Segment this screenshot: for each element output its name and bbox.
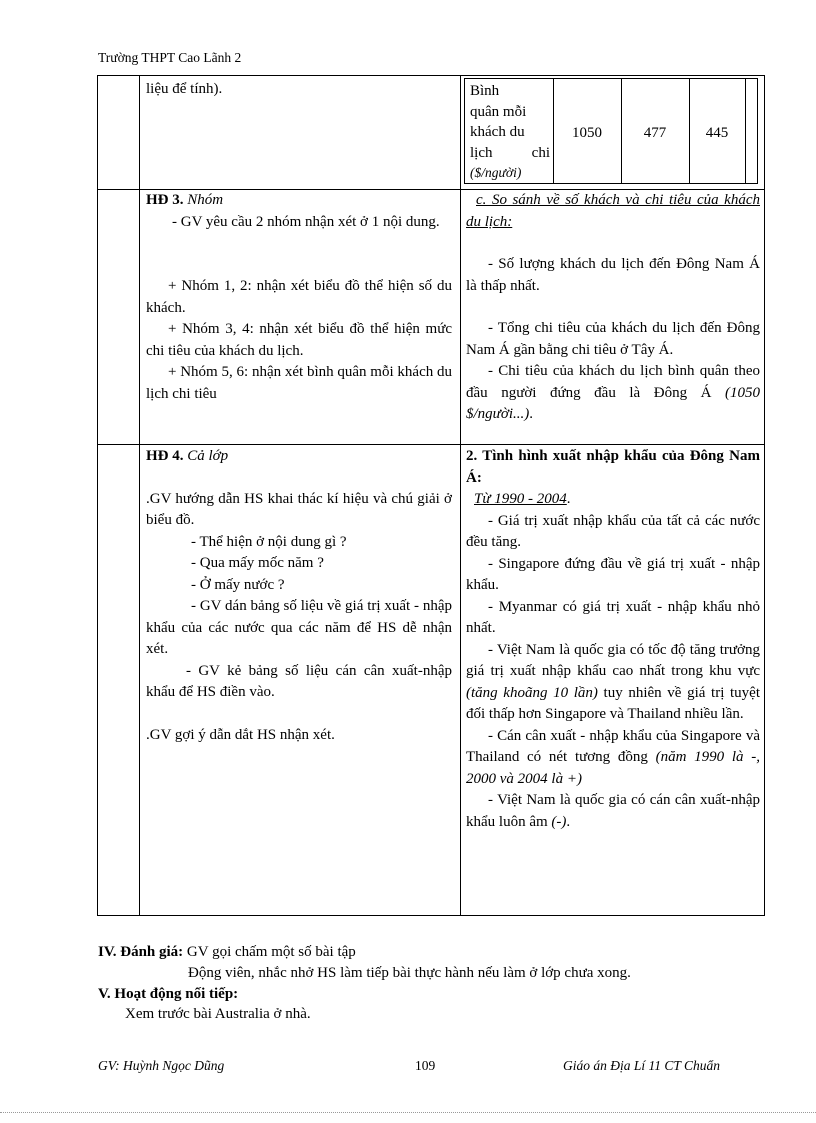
evaluation-line2: Động viên, nhắc nhở HS làm tiếp bài thực hành nếu làm ở lớp chưa xong. [188,965,631,981]
row3-right: 2. Tình hình xuất nhập khẩu của Đông Nam Á: Từ 1990 - 2004. - Giá trị xuất nhập khẩu của tất cả các nước đều tăng. - Singapore đứng đầu về giá trị xuất - nhập khẩu. - Myanmar có giá trị xuất - nhập khẩu nhỏ nhất. - Việt Nam là quốc gia có tốc độ tăng trưởng giá trị xuất nhập khẩu cao nhất trong khu vực (tăng khoãng 10 lần) tuy nhiên về giá trị tuyệt đối thấp hơn Singapore và Thailand nhiều lần. - Cán cân xuất - nhập khẩu của Singapore và Thailand có nét tương đồng (năm 1990 là -, 2000 và 2004 là +) - Việt Nam là quốc gia có cán cân xuất-nhập khẩu luôn âm (-). [466,448,760,830]
evaluation-section: IV. Đánh giá: GV gọi chấm một số bài tập [98,944,356,960]
col-divider-2 [460,76,461,915]
footer-title: Giáo án Địa Lí 11 CT Chuẩn [563,1058,721,1073]
row-divider-2 [98,444,764,445]
spending-row-label: Bình quân mỗi khách du lịch chi ($/người) [470,83,550,180]
tourist-spending-table [464,78,758,184]
row2-left: HĐ 3. Nhóm - GV yêu cầu 2 nhóm nhận xét ở 1 nội dung. + Nhóm 1, 2: nhận xét biểu đồ thể hiện số du khách. + Nhóm 3, 4: nhận xét biểu đồ thể hiện mức chi tiêu của khách du lịch. + Nhóm 5, 6: nhận xét bình quân mỗi khách du lịch chi tiêu [146,192,452,402]
row3-left: HĐ 4. Cả lớp .GV hướng dẫn HS khai thác kí hiệu và chú giải ở biểu đồ. - Thể hiện ở nội dung gì ? - Qua mấy mốc năm ? - Ở mấy nước ? - GV dán bảng số liệu về giá trị xuất - nhập khẩu của các nước qua các năm để HS dễ nhận xét. - GV kẻ bảng số liệu cán cân xuất-nhập khẩu để HS điền vào. .GV gợi ý dẫn dắt HS nhận xét. [146,448,452,743]
footer-teacher: GV: Huỳnh Ngọc Dũng [98,1058,225,1073]
lesson-table [97,75,765,916]
value-cell: 1050 [572,125,602,141]
page-number: 109 [415,1058,436,1073]
followup-heading: V. Hoạt động nối tiếp: [98,986,239,1002]
row2-right: c. So sánh về số khách và chi tiêu của khách du lịch: - Số lượng khách du lịch đến Đông Nam Á là thấp nhất. - Tổng chi tiêu của khách du lịch đến Đông Nam Á gần bằng chi tiêu ở Tây Á. - Chi tiêu của khách du lịch bình quân theo đầu người đứng đầu là Đông Á (1050 $/người...). [466,192,760,422]
row1-left-text: liệu để tính). [146,81,223,97]
followup-text: Xem trước bài Australia ở nhà. [125,1006,311,1022]
page-edge-dotted [0,1112,816,1113]
school-header: Trường THPT Cao Lãnh 2 [98,50,242,65]
value-cell: 477 [643,125,667,141]
value-cell: 445 [705,125,729,141]
col-divider-1 [139,76,140,915]
